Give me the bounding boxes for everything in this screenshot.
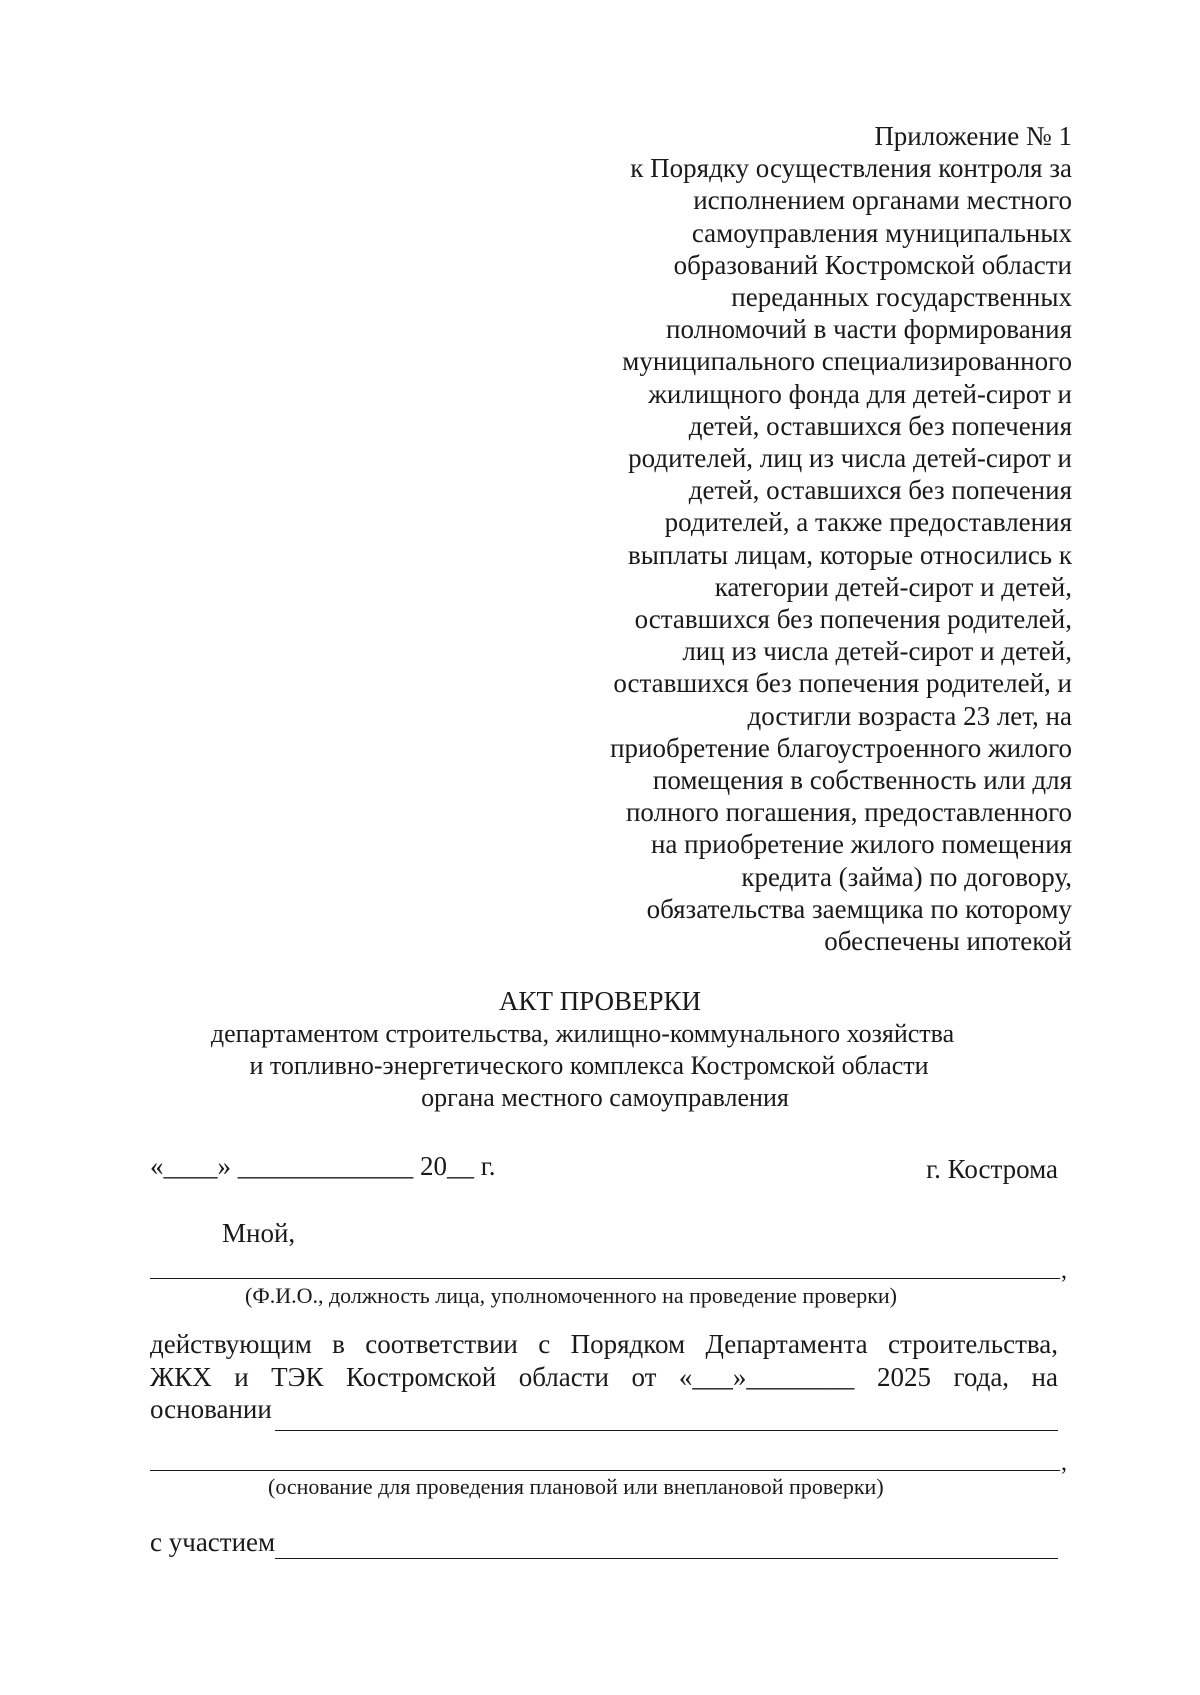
appendix-line: детей, оставшихся без попечения	[688, 475, 1072, 506]
appendix-line: полного погашения, предоставленного	[625, 797, 1072, 828]
appendix-line: исполнением органами местного	[693, 185, 1072, 216]
appendix-line: родителей, лиц из числа детей-сирот и	[628, 443, 1072, 474]
appendix-line: кредита (займа) по договору,	[741, 861, 1072, 892]
act-subtitle-line-3: органа местного самоуправления	[421, 1083, 789, 1112]
appendix-line: полномочий в части формирования	[666, 314, 1072, 345]
basis-line-2: ЖКХ и ТЭК Костромской области от «___»________ 2025 года, на	[150, 1361, 1058, 1392]
appendix-line: оставшихся без попечения родителей,	[634, 604, 1072, 635]
appendix-line: категории детей-сирот и детей,	[714, 571, 1072, 602]
appendix-line: образований Костромской области	[673, 249, 1072, 280]
appendix-line: муниципального специализированного	[622, 346, 1072, 377]
act-subtitle-line-2: и топливно-энергетического комплекса Костромской области	[249, 1051, 929, 1080]
appendix-line: родителей, а также предоставления	[664, 507, 1072, 538]
basis-paragraph	[150, 1328, 1058, 1426]
appendix-line: самоуправления муниципальных	[691, 217, 1072, 248]
appendix-line: обязательства заемщика по которому	[646, 893, 1072, 924]
basis-line-3	[150, 1393, 1058, 1426]
appendix-line: оставшихся без попечения родителей, и	[613, 668, 1072, 699]
participation-label: с участием	[150, 1527, 276, 1557]
act-subtitle-line-1: департаментом строительства, жилищно-коммунального хозяйства	[210, 1019, 955, 1048]
appendix-number: Приложение № 1	[874, 121, 1072, 151]
date-field: «____» _____________ 20__ г.	[150, 1151, 496, 1181]
appendix-line: детей, оставшихся без попечения	[688, 410, 1072, 441]
appendix-line: на приобретение жилого помещения	[650, 829, 1072, 860]
appendix-line: обеспечены ипотекой	[824, 926, 1072, 957]
inspector-intro: Мной,	[222, 1218, 296, 1248]
appendix-line: жилищного фонда для детей-сирот и	[648, 378, 1072, 409]
act-title: АКТ ПРОВЕРКИ	[498, 986, 702, 1016]
appendix-line: помещения в собственность или для	[652, 765, 1072, 796]
participation-field-line	[275, 1558, 1058, 1559]
act-subtitle	[0, 1018, 1200, 1114]
inspector-caption: (Ф.И.О., должность лица, уполномоченного на проведение проверки)	[245, 1283, 898, 1308]
city-label: г. Кострома	[926, 1154, 1058, 1184]
appendix-line: переданных государственных	[731, 282, 1072, 313]
inspector-name-line	[150, 1278, 1060, 1279]
appendix-line: лиц из числа детей-сирот и детей,	[682, 636, 1072, 667]
basis-field-line-2	[150, 1470, 1060, 1471]
appendix-line: приобретение благоустроенного жилого	[610, 732, 1072, 763]
basis-caption: (основание для проведения плановой или внеплановой проверки)	[268, 1474, 884, 1499]
appendix-line: к Порядку осуществления контроля за	[630, 153, 1072, 184]
appendix-line: достигли возраста 23 лет, на	[747, 700, 1072, 731]
inspector-comma: ,	[1061, 1258, 1067, 1284]
appendix-header	[552, 120, 1072, 957]
appendix-line: выплаты лицам, которые относились к	[627, 539, 1072, 570]
basis-line-1: действующим в соответствии с Порядком Департамента строительства,	[150, 1329, 1058, 1359]
basis-comma: ,	[1061, 1450, 1067, 1476]
basis-field-line-1	[275, 1430, 1058, 1431]
basis-label: основании	[150, 1394, 272, 1424]
